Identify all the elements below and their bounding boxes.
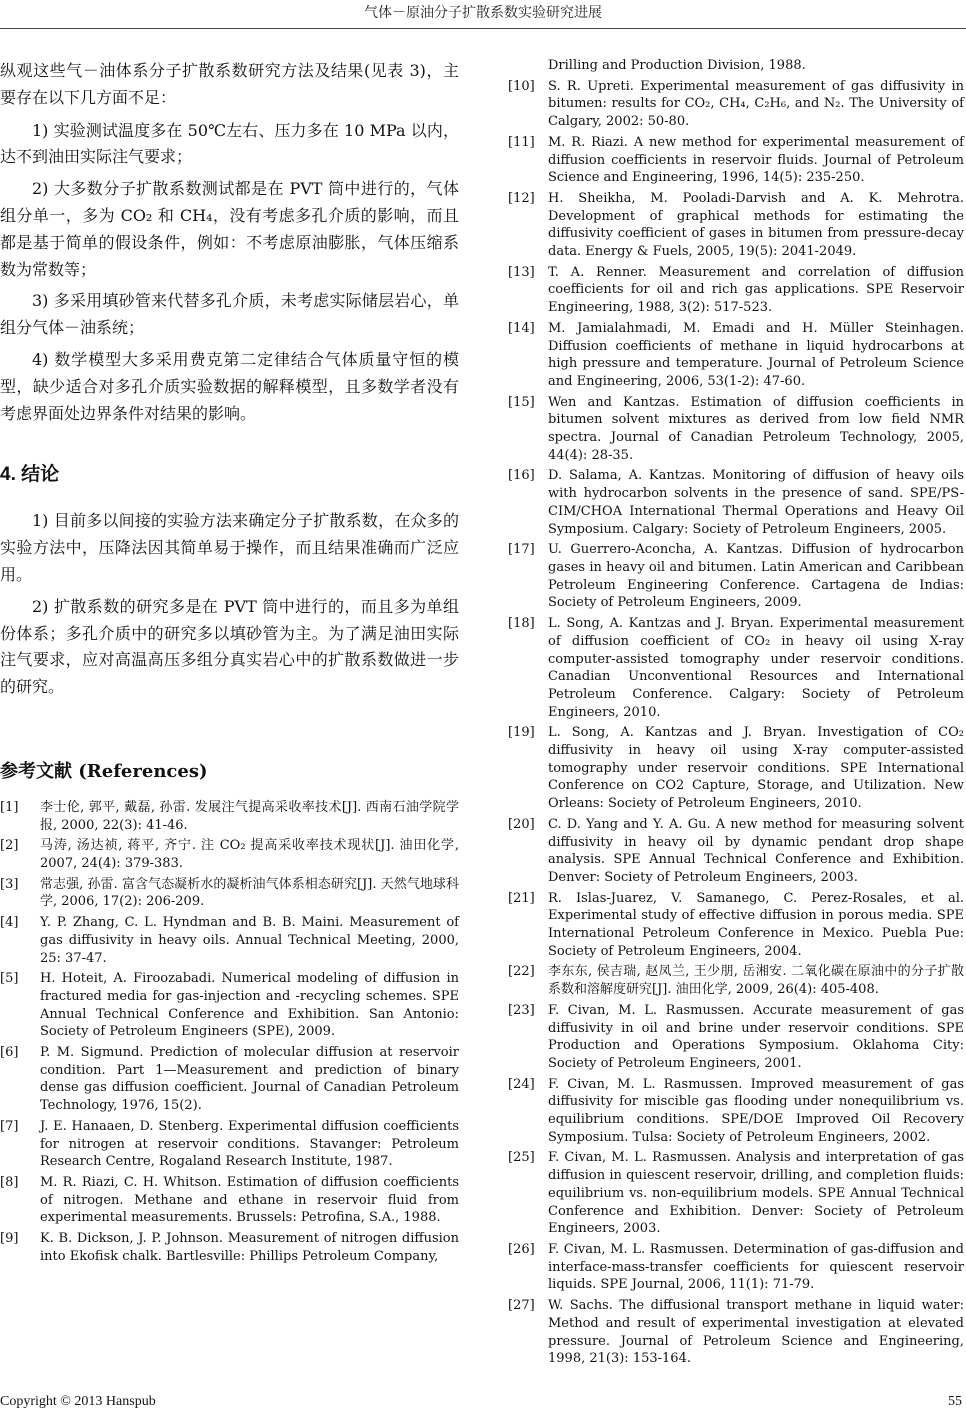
reference-text: P. M. Sigmund. Prediction of molecular diffusion at reservoir condition. Part 1—Measurement and prediction of binary dense gas diffusion coefficient. Journal of Canadian Petroleum Technology, 1976, 15(2).: [40, 1045, 459, 1114]
reference-item: [508, 78, 964, 131]
reference-text: K. B. Dickson, J. P. Johnson. Measurement of nitrogen diffusion into Ekofisk chalk. Bartlesville: Phillips Petroleum Company,: [40, 1231, 459, 1264]
shortcoming-2: 2) 大多数分子扩散系数测试都是在 PVT 筒中进行的，气体组分单一，多为 CO₂ 和 CH₄，没有考虑多孔介质的影响，而且都是基于简单的假设条件，例如：不考虑原油膨胀，气体压缩系数为常数等；: [0, 179, 459, 279]
right-column: [508, 57, 964, 1371]
section-title-conclusion: 4. 结论: [0, 464, 60, 486]
shortcoming-3: 3) 多采用填砂管来代替多孔介质，未考虑实际储层岩心，单组分气体－油系统；: [0, 291, 459, 338]
reference-number: [16]: [508, 468, 535, 484]
reference-number: [9]: [0, 1231, 19, 1247]
reference-number: [1]: [0, 799, 19, 815]
reference-number: [8]: [0, 1175, 19, 1190]
reference-number: [20]: [508, 816, 535, 832]
footer-copyright: Copyright © 2013 Hanspub: [0, 1394, 156, 1409]
reference-number: [12]: [508, 190, 535, 206]
reference-item: [508, 320, 964, 391]
reference-item: [508, 264, 964, 317]
reference-item: [0, 914, 459, 967]
reference-number: [13]: [508, 264, 535, 280]
reference-item: [508, 963, 964, 998]
shortcoming-4: 4) 数学模型大多采用费克第二定律结合气体质量守恒的模型，缺少适合对多孔介质实验数据的解释模型，且多数学者没有考虑界面处边界条件对结果的影响。: [0, 349, 459, 423]
reference-text: F. Civan, M. L. Rasmussen. Improved measurement of gas diffusivity for miscible gas flooding under nonequilibrium vs. equilibrium conditions. SPE/DOE Improved Oil Recovery Symposium. Tulsa: Society of Petroleum Engineers, 2002.: [548, 1076, 964, 1145]
reference-text: L. Song, A. Kantzas and J. Bryan. Investigation of CO₂ diffusivity in heavy oil using X-ray computer-assisted tomography under reservoir conditions. SPE International Conference on CO2 Capture, Storage, and Utilization. New Orleans: Society of Petroleum Engineers, 2010.: [548, 725, 964, 812]
reference-text: M. R. Riazi. A new method for experimental measurement of diffusion coefficients in reservoir fluids. Journal of Petroleum Science and Engineering, 1996, 14(5): 235-250.: [548, 134, 964, 186]
reference-item: [508, 1002, 964, 1073]
reference-item: [0, 970, 459, 1041]
reference-text: 马涛, 汤达祯, 蒋平, 齐宁. 注 CO₂ 提高采收率技术现状[J]. 油田化学, 2007, 24(4): 379-383.: [40, 838, 459, 872]
reference-number: [2]: [0, 838, 19, 854]
reference-text: J. E. Hanaaen, D. Stenberg. Experimental diffusion coefficients for nitrogen at reservoir conditions. Stavanger: Petroleum Research Centre, Rogaland Research Institute, 1987.: [40, 1118, 459, 1170]
reference-number: [21]: [508, 890, 535, 906]
reference-item: [508, 467, 964, 538]
left-column: [0, 58, 459, 1269]
conclusion-2: 2) 扩散系数的研究多是在 PVT 筒中进行的，而且多为单组份体系；多孔介质中的研究多以填砂管为主。为了满足油田实际注气要求，应对高温高压多组分真实岩心中的扩散系数做进一步的研究。: [0, 596, 459, 697]
reference-text: 李士伦, 郭平, 戴磊, 孙雷. 发展注气提高采收率技术[J]. 西南石油学院学报, 2000, 22(3): 41-46.: [40, 799, 459, 833]
reference-item: [0, 1044, 459, 1115]
reference-item: [508, 615, 964, 721]
reference-item: [508, 816, 964, 887]
reference-text: R. Islas-Juarez, V. Samanego, C. Perez-Rosales, et al. Experimental study of effective diffusion in porous media. SPE International Petroleum Conference in Mexico. Puebla Pue: Society of Petroleum Engineers, 2004.: [548, 890, 964, 959]
reference-item: [0, 799, 459, 834]
reference-continuation: Drilling and Production Division, 1988.: [548, 58, 806, 73]
reference-item: [508, 190, 964, 261]
shortcoming-1: 1) 实验测试温度多在 50℃左右、压力多在 10 MPa 以内，达不到油田实际注气要求；: [0, 120, 459, 167]
reference-number: [6]: [0, 1045, 19, 1061]
running-header: 气体－原油分子扩散系数实验研究进展: [364, 5, 602, 21]
reference-item: [0, 1118, 459, 1171]
reference-number: [11]: [508, 134, 535, 150]
reference-number: [17]: [508, 542, 535, 558]
reference-number: [7]: [0, 1118, 19, 1134]
header-rule: [0, 28, 966, 29]
reference-text: D. Salama, A. Kantzas. Monitoring of diffusion of heavy oils with hydrocarbon solvents in the presence of sand. SPE/PS-CIM/CHOA International Thermal Operations and Heavy Oil Symposium. Calgary: Society of Petroleum Engineers, 2005.: [548, 468, 964, 537]
reference-text: T. A. Renner. Measurement and correlation of diffusion coefficients for oil and rich gas applications. SPE Reservoir Engineering, 1988, 3(2): 517-523.: [548, 264, 964, 316]
conclusion-1: 1) 目前多以间接的实验方法来确定分子扩散系数，在众多的实验方法中，压降法因其简单易于操作，而且结果准确而广泛应用。: [0, 511, 459, 584]
reference-text: H. Sheikha, M. Pooladi-Darvish and A. K. Mehrotra. Development of graphical methods for estimating the diffusivity coefficient of gases in bitumen from pressure-decay data. Energy & Fuels, 2005, 19(5): 2041-2049.: [548, 190, 964, 260]
reference-text: M. R. Riazi, C. H. Whitson. Estimation of diffusion coefficients of nitrogen. Methane and ethane in reservoir fluid from experimental measurements. Brussels: Petrofina, S.A., 1988.: [40, 1175, 459, 1226]
reference-item: [508, 1076, 964, 1147]
reference-number: [22]: [508, 964, 535, 980]
reference-text: F. Civan, M. L. Rasmussen. Determination of gas-diffusion and interface-mass-transfer coefficients for quiescent reservoir liquids. SPE Journal, 2006, 11(1): 71-79.: [548, 1242, 964, 1293]
reference-text: Y. P. Zhang, C. L. Hyndman and B. B. Maini. Measurement of gas diffusivity in heavy oils. Annual Technical Meeting, 2000, 25: 37-47.: [40, 915, 459, 966]
reference-number: [27]: [508, 1298, 535, 1314]
reference-text: F. Civan, M. L. Rasmussen. Accurate measurement of gas diffusivity in oil and brine under reservoir conditions. SPE Production and Operations Symposium. Oklahoma City: Society of Petroleum Engineers, 2001.: [548, 1002, 964, 1071]
page-number: 55: [948, 1394, 962, 1409]
reference-text: L. Song, A. Kantzas and J. Bryan. Experimental measurement of diffusion coefficient of CO₂ in heavy oil using X-ray computer-assisted tomography under reservoir conditions. Canadian Unconventional Resources and International Petroleum Conference. Calgary: Society of Petroleum Engineers, 2010.: [548, 616, 964, 720]
reference-item: [508, 724, 964, 813]
reference-number: [24]: [508, 1076, 535, 1092]
reference-number: [19]: [508, 725, 535, 741]
reference-text: C. D. Yang and Y. A. Gu. A new method for measuring solvent diffusivity in heavy oil by dynamic pendant drop shape analysis. SPE Annual Technical Conference and Exhibition. Denver: Society of Petroleum Engineers, 2003.: [548, 816, 964, 885]
reference-text: 常志强, 孙雷. 富含气态凝析水的凝析油气体系相态研究[J]. 天然气地球科学, 2006, 17(2): 206-209.: [40, 876, 459, 910]
reference-text: Wen and Kantzas. Estimation of diffusion coefficients in bitumen solvent mixtures as derived from low field NMR spectra. Journal of Canadian Petroleum Technology, 2005, 44(4): 28-35.: [548, 394, 964, 463]
reference-item: [508, 1149, 964, 1238]
reference-text: S. R. Upreti. Experimental measurement of gas diffusivity in bitumen: results for CO₂, CH₄, C₂H₆, and N₂. The University of Calgary, 2002: 50-80.: [548, 78, 964, 130]
reference-text: F. Civan, M. L. Rasmussen. Analysis and interpretation of gas diffusion in quiescent reservoir, drilling, and completion fluids: equilibrium vs. non-equilibrium models. SPE Annual Technical Conference and Exhibition. Denver: Society of Petroleum Engineers, 2003.: [548, 1150, 964, 1237]
reference-number: [3]: [0, 876, 19, 892]
reference-number: [23]: [508, 1002, 535, 1018]
reference-text: U. Guerrero-Aconcha, A. Kantzas. Diffusion of hydrocarbon gases in heavy oil and bitumen. Latin American and Caribbean Petroleum Engineering Conference. Cartagena de Indias: Society of Petroleum Engineers, 2009.: [548, 542, 964, 611]
reference-number: [15]: [508, 394, 535, 410]
reference-text: H. Hoteit, A. Firoozabadi. Numerical modeling of diffusion in fractured media for gas-injection and -recycling schemes. SPE Annual Technical Conference and Exhibition. San Antonio: Society of Petroleum Engineers (SPE), 2009.: [40, 971, 459, 1040]
references-title: 参考文献 (References): [0, 760, 208, 782]
reference-text: W. Sachs. The diffusional transport methane in liquid water: Method and result of experimental investigation at elevated pressure. Journal of Petroleum Science and Engineering, 1998, 21(3): 153-164.: [548, 1298, 964, 1367]
reference-item: [0, 1174, 459, 1227]
reference-number: [5]: [0, 971, 19, 987]
reference-number: [26]: [508, 1242, 535, 1257]
reference-item: [508, 1297, 964, 1368]
reference-text: 李东东, 侯吉瑞, 赵凤兰, 王少朋, 岳湘安. 二氧化碳在原油中的分子扩散系数和溶解度研究[J]. 油田化学, 2009, 26(4): 405-408.: [548, 964, 964, 998]
reference-item: [508, 1241, 964, 1294]
reference-number: [25]: [508, 1150, 535, 1166]
reference-item: [508, 890, 964, 961]
reference-text: M. Jamialahmadi, M. Emadi and H. Müller Steinhagen. Diffusion coefficients of methane in liquid hydrocarbons at high pressure and temperature. Journal of Petroleum Science and Engineering, 2006, 53(1-2): 47-60.: [548, 320, 964, 389]
reference-item: [508, 541, 964, 612]
reference-item: [0, 876, 459, 911]
reference-number: [18]: [508, 616, 535, 632]
reference-item: [0, 837, 459, 872]
reference-number: [10]: [508, 78, 535, 94]
reference-item: [508, 394, 964, 465]
reference-item: [0, 1230, 459, 1265]
reference-number: [4]: [0, 915, 19, 931]
reference-number: [14]: [508, 320, 535, 336]
intro-paragraph: 纵观这些气－油体系分子扩散系数研究方法及结果(见表 3)，主要存在以下几方面不足：: [0, 61, 459, 107]
reference-item: [508, 134, 964, 187]
